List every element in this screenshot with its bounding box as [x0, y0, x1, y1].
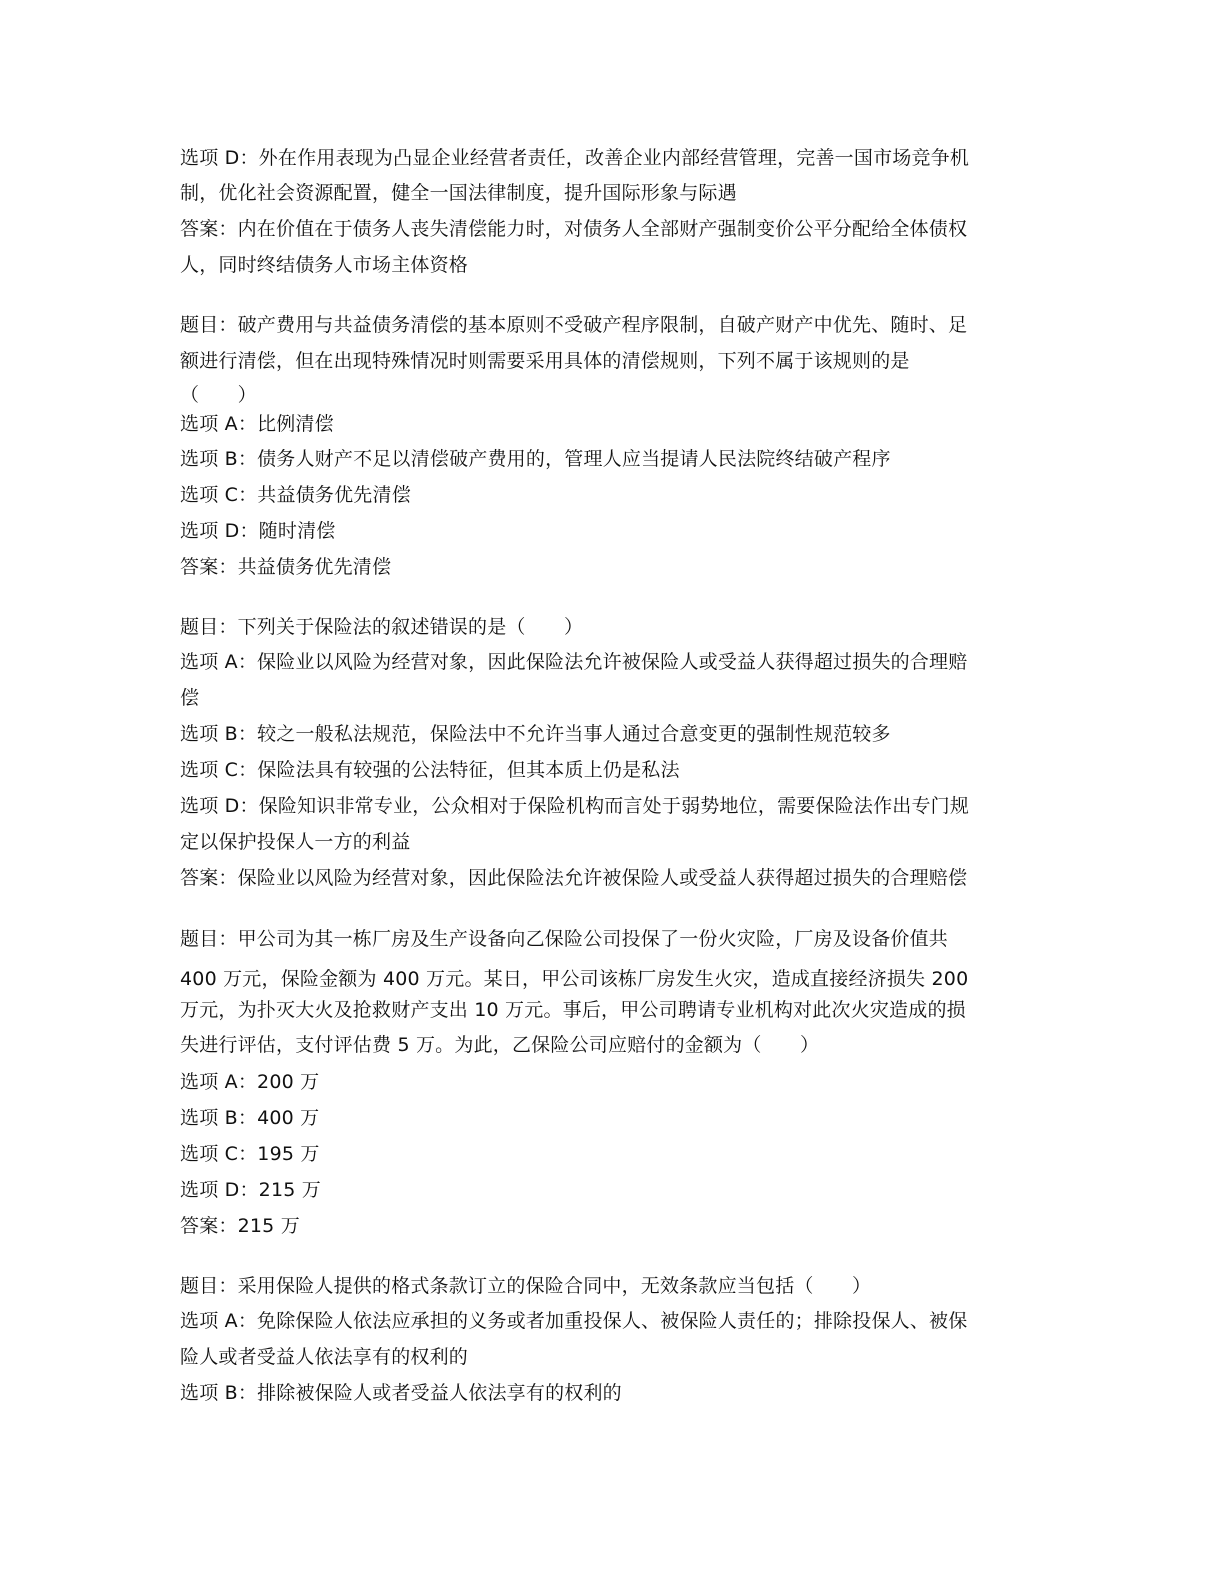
text-line: 额进行清偿，但在出现特殊情况时则需要采用具体的清偿规则，下列不属于该规则的是 — [180, 350, 910, 372]
text-line: 选项 D：保险知识非常专业，公众相对于保险机构而言处于弱势地位，需要保险法作出专门规 — [180, 795, 970, 817]
text-line: 选项 C：195 万 — [180, 1143, 320, 1165]
text-line: 答案：内在价值在于债务人丧失清偿能力时，对债务人全部财产强制变价公平分配给全体债权 — [180, 218, 968, 240]
text-line: 选项 A：200 万 — [180, 1071, 320, 1093]
text-line: 选项 D：215 万 — [180, 1179, 321, 1201]
text-line: 选项 B：400 万 — [180, 1107, 320, 1129]
text-line: 选项 C：保险法具有较强的公法特征，但其本质上仍是私法 — [180, 759, 680, 781]
text-line: 选项 A：免除保险人依法应承担的义务或者加重投保人、被保险人责任的；排除投保人、被保 — [180, 1310, 968, 1332]
text-line: 制，优化社会资源配置，健全一国法律制度，提升国际形象与际遇 — [180, 182, 737, 204]
text-line: 题目：破产费用与共益债务清偿的基本原则不受破产程序限制，自破产财产中优先、随时、足 — [180, 314, 968, 336]
text-line: 题目：下列关于保险法的叙述错误的是（ ） — [180, 616, 584, 638]
text-line: 选项 B：较之一般私法规范，保险法中不允许当事人通过合意变更的强制性规范较多 — [180, 723, 891, 745]
text-line: 选项 A：保险业以风险为经营对象，因此保险法允许被保险人或受益人获得超过损失的合理赔 — [180, 651, 968, 673]
text-line: 定以保护投保人一方的利益 — [180, 831, 411, 853]
text-line: 答案：保险业以风险为经营对象，因此保险法允许被保险人或受益人获得超过损失的合理赔偿 — [180, 867, 968, 889]
text-line: 题目：甲公司为其一栋厂房及生产设备向乙保险公司投保了一份火灾险，厂房及设备价值共 — [180, 928, 949, 950]
text-line: 选项 A：比例清偿 — [180, 413, 334, 435]
text-line: （ ） — [180, 384, 257, 406]
text-line: 选项 C：共益债务优先清偿 — [180, 484, 411, 506]
text-line: 险人或者受益人依法享有的权利的 — [180, 1346, 469, 1368]
text-line: 万元，为扑灭大火及抢救财产支出 10 万元。事后，甲公司聘请专业机构对此次火灾造成的损 — [180, 999, 966, 1021]
text-line: 400 万元，保险金额为 400 万元。某日，甲公司该栋厂房发生火灾，造成直接经济损失 200 — [180, 968, 969, 990]
text-line: 选项 B：债务人财产不足以清偿破产费用的，管理人应当提请人民法院终结破产程序 — [180, 448, 891, 470]
text-line: 偿 — [180, 687, 200, 709]
text-line: 答案：共益债务优先清偿 — [180, 556, 392, 578]
text-line: 人，同时终结债务人市场主体资格 — [180, 254, 469, 276]
text-line: 失进行评估，支付评估费 5 万。为此，乙保险公司应赔付的金额为（ ） — [180, 1034, 820, 1056]
text-line: 题目：采用保险人提供的格式条款订立的保险合同中，无效条款应当包括（ ） — [180, 1275, 872, 1297]
text-line: 答案：215 万 — [180, 1215, 300, 1237]
text-line: 选项 D：外在作用表现为凸显企业经营者责任，改善企业内部经营管理，完善一国市场竞争机 — [180, 147, 970, 169]
text-line: 选项 D：随时清偿 — [180, 520, 336, 542]
text-line: 选项 B：排除被保险人或者受益人依法享有的权利的 — [180, 1382, 622, 1404]
